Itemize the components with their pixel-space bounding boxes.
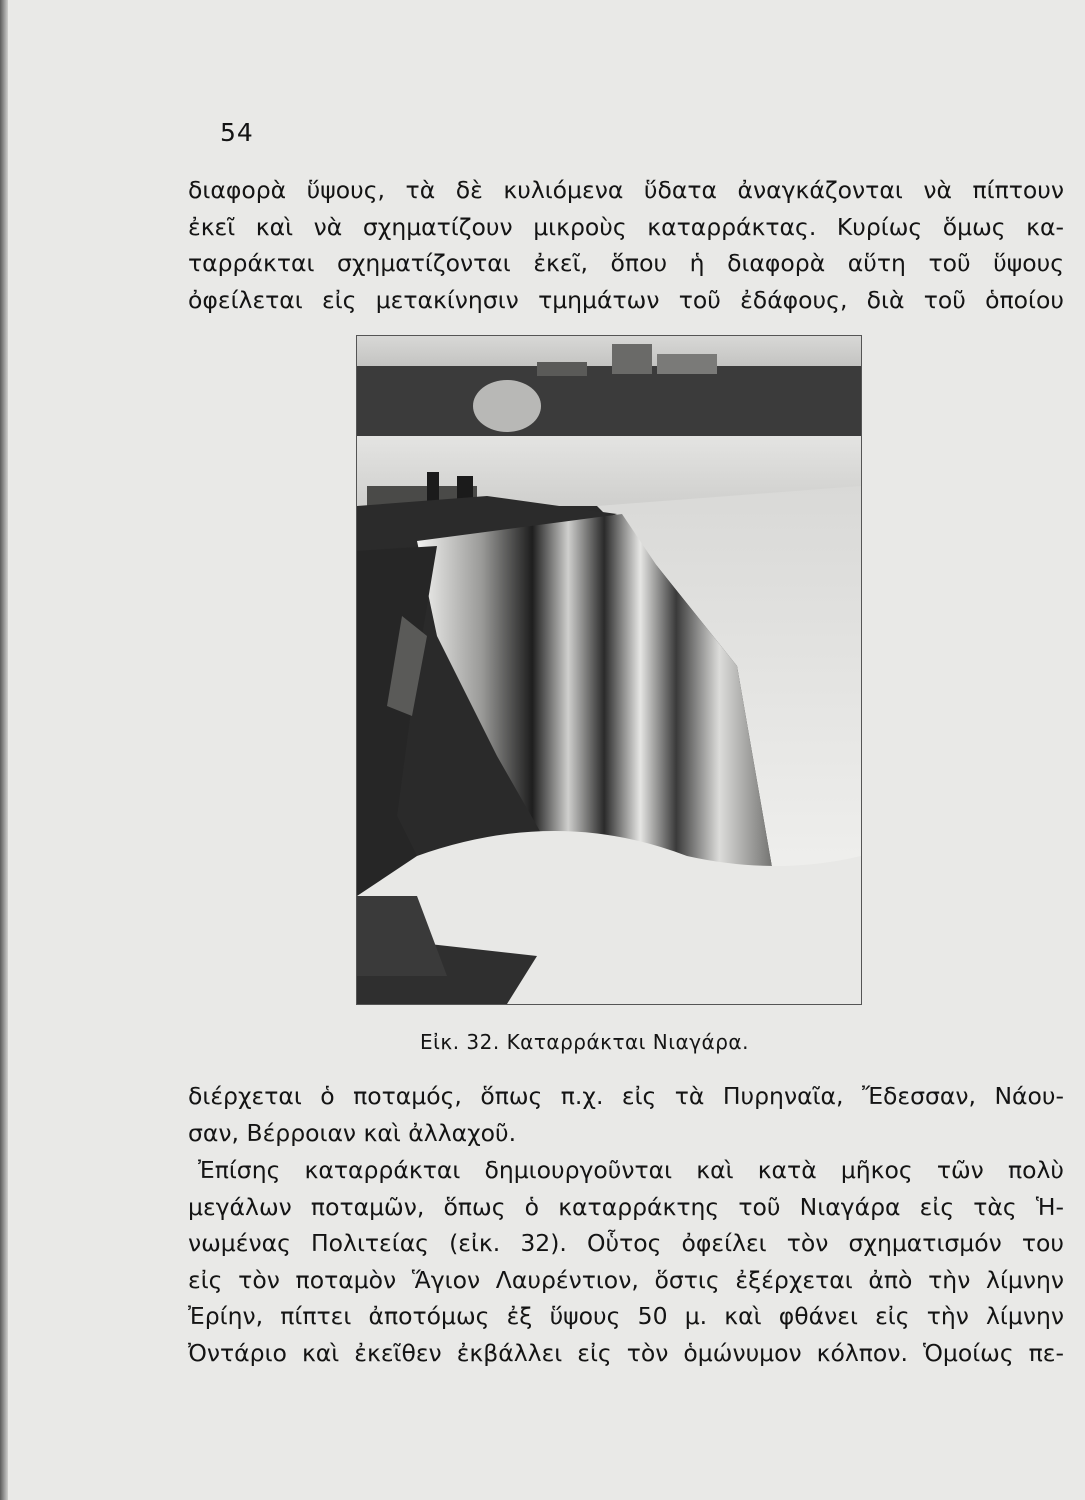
text-line: ἐκεῖ καὶ νὰ σχηματίζουν μικροὺς καταρράκτας. Κυρίως ὅμως κα- xyxy=(188,212,1064,241)
niagara-falls-photo xyxy=(357,336,861,1004)
text-line: Ἐρίην, πίπτει ἀποτόμως ἐξ ὕψους 50 μ. καὶ φθάνει εἰς τὴν λίμνην xyxy=(188,1302,1064,1330)
text-line: Ἐπίσης καταρράκται δημιουργοῦνται καὶ κατὰ μῆκος τῶν πολὺ xyxy=(198,1156,1064,1184)
text-line: εἰς τὸν ποταμὸν Ἅγιον Λαυρέντιον, ὅστις ἐξέρχεται ἀπὸ τὴν λίμνην xyxy=(188,1265,1064,1294)
page-number: 54 xyxy=(220,118,254,147)
waterfall-photo-illustration xyxy=(357,336,861,1004)
text-line: διαφορὰ ὕψους, τὰ δὲ κυλιόμενα ὕδατα ἀναγκάζονται νὰ πίπτουν xyxy=(188,176,1064,204)
paragraph-top xyxy=(188,172,1064,318)
text-line: ταρράκται σχηματίζονται ἐκεῖ, ὅπου ἡ διαφορὰ αὕτη τοῦ ὕψους xyxy=(188,249,1064,277)
text-line: Ὀντάριο καὶ ἐκεῖθεν ἐκβάλλει εἰς τὸν ὁμώνυμον κόλπον. Ὁμοίως πε- xyxy=(188,1338,1064,1367)
page-binding-edge xyxy=(0,0,8,1500)
paragraph-continued xyxy=(188,1078,1064,1151)
figure-caption: Εἰκ. 32. Καταρράκται Νιαγάρα. xyxy=(420,1030,749,1054)
text-line: νωμένας Πολιτείας (εἰκ. 32). Οὗτος ὀφείλει τὸν σχηματισμόν του xyxy=(188,1229,1064,1257)
text-line: σαν, Βέρροιαν καὶ ἀλλαχοῦ. xyxy=(188,1118,517,1147)
text-line: ὀφείλεται εἰς μετακίνησιν τμημάτων τοῦ ἐδάφους, διὰ τοῦ ὁποίου xyxy=(188,285,1064,314)
paragraph-niagara xyxy=(188,1152,1064,1371)
text-line: διέρχεται ὁ ποταμός, ὅπως π.χ. εἰς τὰ Πυρηναῖα, Ἔδεσσαν, Νάου- xyxy=(188,1082,1064,1110)
text-line: μεγάλων ποταμῶν, ὅπως ὁ καταρράκτης τοῦ Νιαγάρα εἰς τὰς Ἡ- xyxy=(188,1192,1064,1221)
